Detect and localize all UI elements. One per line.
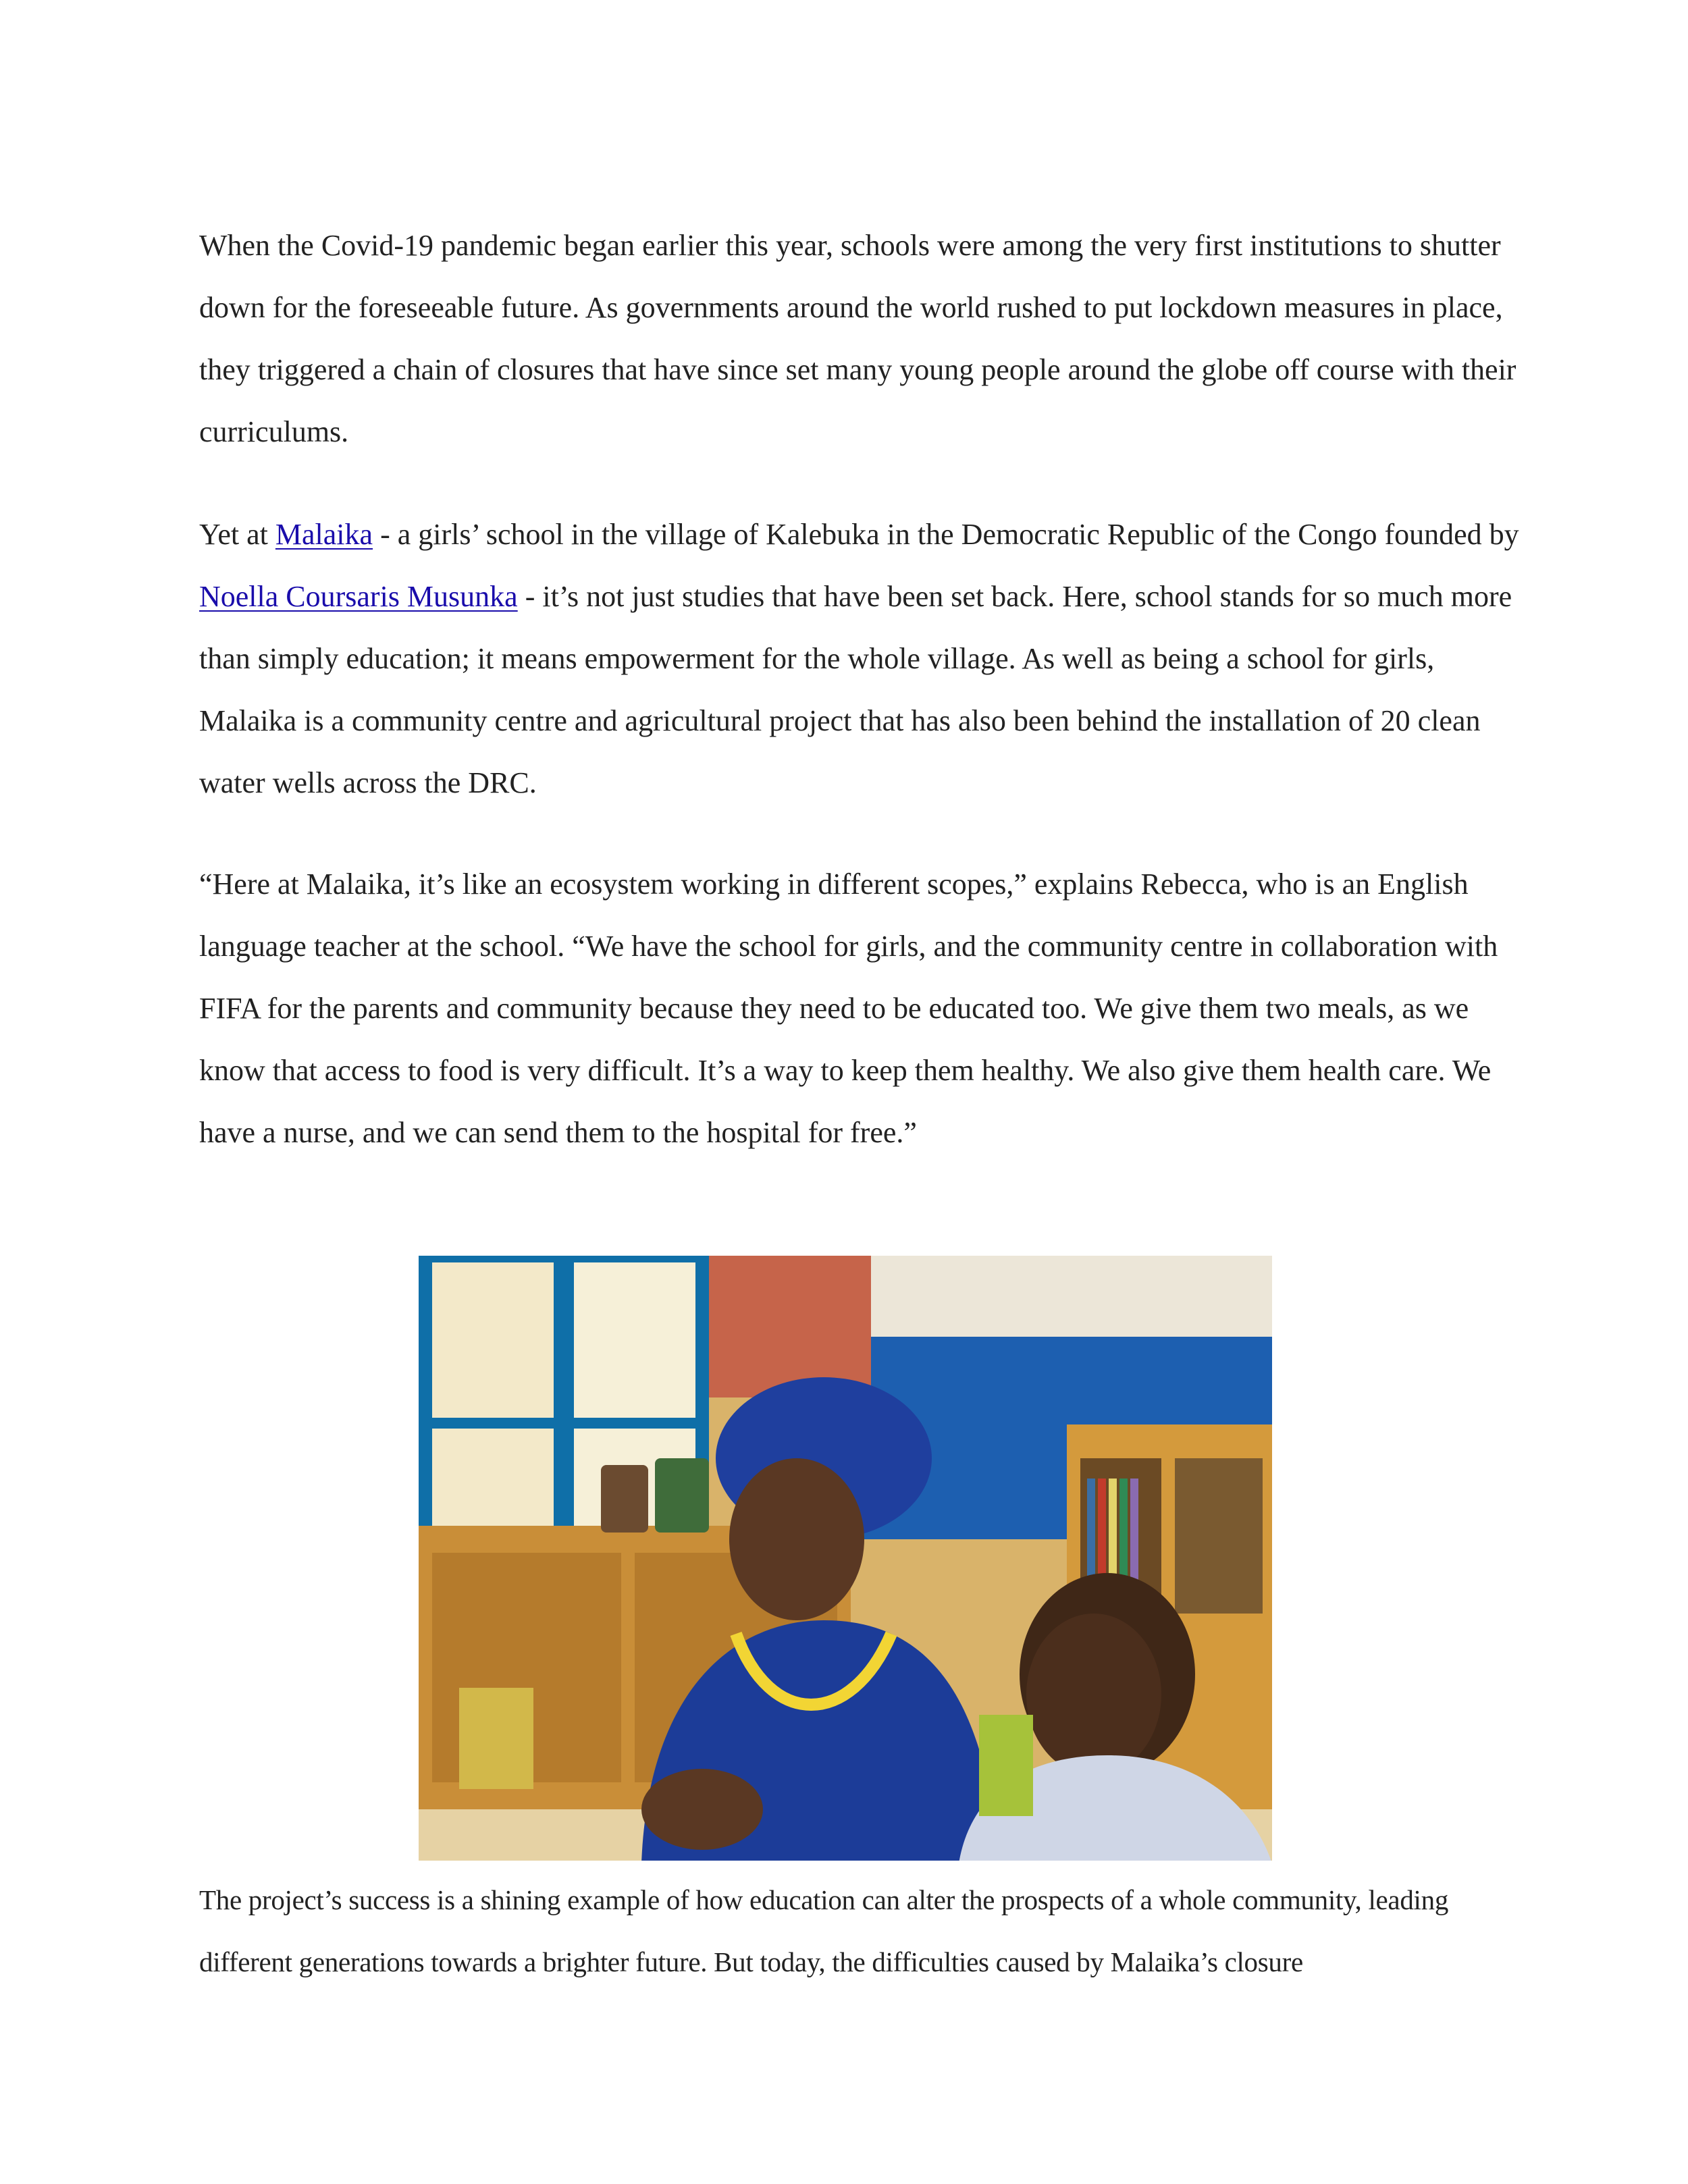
paragraph-project-success: The project’s success is a shining example of how education can alter the prospects of a whole community, leading different generations towards a brighter future. But today, the difficulties caused by Malaika’s closure bbox=[199, 1884, 1449, 1977]
paragraph-intro: When the Covid-19 pandemic began earlier this year, schools were among the very first institutions to shutter down for the foreseeable future. As governments around the world rushed to put lockdown measures in place, they triggered a chain of closures that have since set many young people around the globe off course with their curriculums. bbox=[199, 229, 1516, 448]
paragraph-rebecca-quote: “Here at Malaika, it’s like an ecosystem working in different scopes,” explains Rebecca, who is an English language teacher at the school. “We have the school for girls, and the community centre in collaboration with FIFA for the parents and community because they need to be educated too. We give them two meals, as we know that access to food is very difficult. It’s a way to keep them healthy. We also give them health care. We have a nurse, and we can send them to the hospital for free.” bbox=[199, 868, 1498, 1149]
malaika-link[interactable]: Malaika bbox=[275, 518, 373, 551]
paragraph-text-segment: - it’s not just studies that have been set back. Here, school stands for so much more than simply education; it means empowerment for the whole village. As well as being a school for girls, Malaika is a community centre and agricultural project that has also been behind the installation of 20 clean water wells across the DRC. bbox=[199, 580, 1512, 799]
paragraph-text-segment: - a girls’ school in the village of Kalebuka in the Democratic Republic of the Congo founded by bbox=[373, 518, 1519, 551]
paragraph-text-segment: Yet at bbox=[199, 518, 275, 551]
noella-coursaris-musunka-link[interactable]: Noella Coursaris Musunka bbox=[199, 580, 518, 613]
paragraph-malaika bbox=[199, 504, 1536, 814]
classroom-photo bbox=[419, 1256, 1272, 1861]
